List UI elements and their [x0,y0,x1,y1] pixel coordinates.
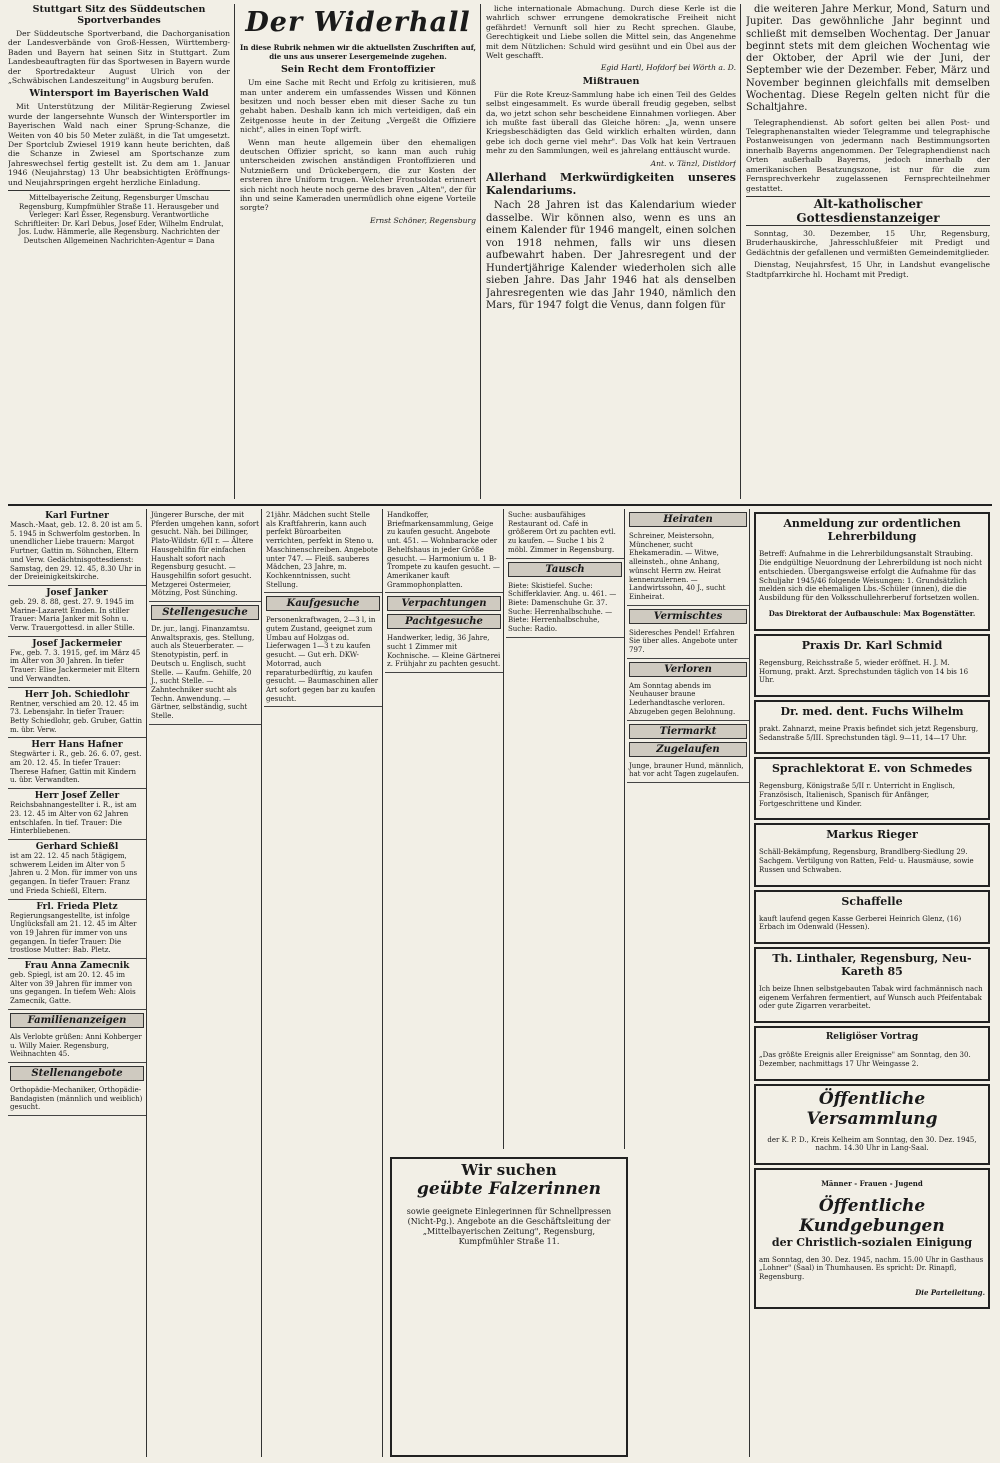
lease-requests: Suche: ausbaufähiges Restaurant od. Café in größerem Ort zu pachten evtl. zu kaufen. — Suche 1 bis 2 möbl. Zimmer in Regensburg. [506,509,624,559]
job-offer: Orthopädie-Mechaniker, Orthopädie-Bandagisten (männlich und weiblich) gesucht. [8,1084,146,1116]
purchase-requests: Handkoffer, Briefmarkensammlung, Geige zu kaufen gesucht. Angebote unt. 451. — Wohnbaracke oder Behelfshaus in jeder Größe gesucht. — Harmonium u. 1 B-Trompete zu kaufen gesucht. — Amerikaner kauft Grammophonplatten. [385,509,503,593]
ads-column-4 [385,509,504,1149]
signature: Ernst Schöner, Regensburg [370,215,476,225]
misc-ad: Sideresches Pendel! Erfahren Sie über alles. Angebote unter 797. [627,627,749,659]
section-pachtgesuche: Pachtgesuche [387,614,501,629]
ads-column-obituaries [8,509,147,1457]
found-animal-ad: Junge, brauner Hund, männlich, hat vor acht Tagen zugelaufen. [627,760,749,783]
ad-vortrag: Religiöser Vortrag „Das größte Ereignis aller Ereignisse" am Sonntag, den 30. Dezember, nachmittags 17 Uhr Weingasse 2. [754,1026,990,1080]
headline-sportverband: Stuttgart Sitz des Süddeutschen Sportverbandes [32,4,206,26]
ads-column-3 [264,509,383,1457]
article-wintersport: Mit Unterstützung der Militär-Regierung Zwiesel wurde der langersehnte Wunsch der Wintersportler im Bayerischen Wald nach einer Sprung-Schanze, die Weiten von 40 bis 50 Meter zuläßt, in die Tat umgesetzt. Der Sportclub Zwiesel 1919 kann heute berichten, daß die Schanze in Zwiesel am Sportschanze zum Jahreswechsel fertig gestellt ist. Zu dem am 1. Januar 1946 (Neujahrstag) 13 Uhr beabsichtigten Eröffnungs- und Neujahrspringen ergeht herzliche Einladung. [8,102,230,187]
headline-frontoffizier: Sein Recht dem Frontoffizier [280,64,436,76]
ads-column-6 [627,509,750,1457]
article-frontoffizier-2: Wenn man heute allgemein über den ehemaligen deutschen Offizier spricht, so kann man auch ruhig unterscheiden zwischen anständigen Frontoffizieren und Nutznießern und Drückebergern, die zur Kosten der ersteren ihre Uniform trugen. Welcher Frontsoldat erinnert sich nicht noch heute noch gerne des braven „Alten", der für ihn und seine Kameraden unermüdlich ohne eigene Vorteile sorgte? [240,137,476,213]
ad-schaffelle: Schaffelle kauft laufend gegen Kasse Gerberei Heinrich Glenz, (16) Erbach im Odenwald (Hessen). [754,890,990,944]
signature: Egid Hartl, Hofdorf bei Wörth a. D. [600,63,736,73]
exchange-offers: Biete: Skistiefel. Suche: Schifferklavier. Ang. u. 461. — Biete: Damenschuhe Gr. 37. Suche: Herrenhalbschuhe. — Biete: Herrenhalbschuhe, Suche: Radio. [506,580,624,638]
marriage-ads: Schreiner, Meistersohn, Münchener, sucht Ehekameradin. — Witwe, alleinsteh., ohne Anhang, wünscht Herrn zw. Heirat kennenzulernen. — Landwirtssohn, 40 J., sucht Einheirat. [627,530,749,606]
newspaper-page [8,4,992,1459]
column-sport [8,4,230,499]
obituary: Josef Jackermeier Fw., geb. 7. 3. 1915, gef. im März 45 im Alter von 30 Jahren. In tiefer Trauer: Elise Jackermeier mit Eltern und Verwandten. [8,637,146,688]
imprint: Mittelbayerische Zeitung, Regensburger Umschau Regensburg, Kumpfmühler Straße 11. Herausgeber und Verleger: Karl Esser, Regensburg. Verantwortliche Schriftleiter: Dr. Karl Debus, Josef Eder, Wilhelm Endrulat, Jos. Ludw. Hämmerle, alle Regensburg. Nachrichten der Deutschen Allgemeinen Nachrichten-Agentur = Dana [8,190,230,246]
article-kalender: die weiteren Jahre Merkur, Mond, Saturn und Jupiter. Das gewöhnliche Jahr beginnt und schließt mit demselben Wochentag. Der Januar beginnt stets mit dem gleichen Wochentag wie der Oktober, der April wie der Juni, der September wie der Dezember. Feber, März und November beginnen gleichfalls mit demselben Wochentag. Diese Regeln gelten nicht für die Schaltjahre. [746,4,990,114]
obituary: Frl. Frieda Pletz Regierungsangestellte, ist infolge Unglücksfall am 21. 12. 45 im Alter von 19 Jahren für immer von uns gegangen. In tiefer Trauer: Die trostlose Mutter: Bab. Pletz. [8,900,146,960]
ads-column-2 [149,509,262,1457]
ad-praxis-schmid: Praxis Dr. Karl Schmid Regensburg, Reichsstraße 5, wieder eröffnet. H. J. M. Hornung, prakt. Arzt. Sprechstunden täglich von 14 bis 16 Uhr. [754,634,990,697]
headline-kalendarium: Allerhand Merkwürdigkeiten unseres Kalendariums. [486,171,736,198]
headline-wintersport: Wintersport im Bayerischen Wald [29,88,209,100]
article-misstrauen: Für die Rote Kreuz-Sammlung habe ich einen Teil des Geldes selbst eingesammelt. Es wurde überall freudig gegeben, selbst da, wo jetzt schon sehr bescheidene Einnahmen vorliegen. Aber ich mußte fast überall das Gleiche hören: „Ja, wenn unsere Kriegsbeschädigten das Geld wirklich erhalten würden, dann gebe ich doch gerne viel mehr". Das Volk hat kein Vertrauen mehr zu den Sammlungen, weil es jahrelang enttäuscht wurde. [486,89,736,156]
article-frontoffizier-1: Um eine Sache mit Recht und Erfolg zu kritisieren, muß man unter anderem ein umfassendes Wissen und Können besitzen und noch besser eben mit dieser Sache zu tun gehabt haben. Deshalb kann ich mich verteidigen, daß ein Zeitgenosse heute in der Zeitung „Vergeßt die Offiziere nicht", alles in einen Topf wirft. [240,78,476,135]
ad-lehrerbildung: Anmeldung zur ordentlichen Lehrerbildung Betreff: Aufnahme in die Lehrerbildungsanstalt Straubing. Die endgültige Neuordnung der Lehrerbildung ist noch nicht entschieden. Übergangsweise erfolgt die Aufnahme für das Schuljahr 1945/46 folgende Weisungen: 1. Grundsätzlich melden sich die ehemaligen Lbs.-Schüler (innen), die die Ausbildung für den Volksschullehrerberuf fortsetzen wollen. Das Direktorat der Aufbauschule: Max Bogenstätter. [754,512,990,631]
article-kalendarium: Nach 28 Jahren ist das Kalendarium wieder dasselbe. Wir können also, wenn es uns an einem Kalender für 1946 mangelt, einen solchen von 1918 nehmen, falls wir uns diesen aufbewahrt haben. Der Jahresregent und der Hundertjährige Kalender wiederholen sich alle sieben Jahre. Das Jahr 1946 hat als denselben Jahresregenten wie das Jahr 1940, nämlich den Mars, für 1947 folgt die Venus, dann folgen für [486,200,736,312]
job-offers: Jüngerer Bursche, der mit Pferden umgehen kann, sofort gesucht. Näh. bei Dillinger, Plato-Wildstr. 6/II r. — Ältere Hausgehilfin für einfachen Haushalt sofort nach Regensburg gesucht. — Hausgehilfin sofort gesucht. Metzgerei Ostermeier, Mötzing, Post Sünching. [149,509,261,602]
purchase-requests: Personenkraftwagen, 2—3 l, in gutem Zustand, geeignet zum Umbau auf Holzgas od. Lieferwagen 1—3 t zu kaufen gesucht. — Gut erh. DKW-Motorrad, auch reparaturbedürftig, zu kaufen gesucht. — Baumaschinen aller Art sofort gegen bar zu kaufen gesucht. [264,614,382,707]
ads-column-5 [506,509,625,1149]
widerhall-intro: In diese Rubrik nehmen wir die aktuellsten Zuschriften auf, die uns aus unserer Lesergemeinde zugehen. [240,43,476,61]
obituary: Karl Furtner Masch.-Maat, geb. 12. 8. 20 ist am 5. 5. 1945 in Schwerfolm gestorben. In unendlicher Liebe trauern: Margot Furtner, Gattin m. Söhnchen, Eltern und Verw. Gedächtnisgottesdienst: Samstag, den 29. 12. 45, 8.30 Uhr in der Dreieinigkeitskirche. [8,509,146,586]
section-zugelaufen: Zugelaufen [629,742,747,757]
obituary: Herr Joh. Schiedlohr Rentner, verschied am 20. 12. 45 im 73. Lebensjahr. In tiefer Trauer: Betty Schiedlohr, geb. Gruber, Gattin m. übr. Verw. [8,688,146,739]
masthead-widerhall: Der Widerhall [245,7,471,38]
gottesdienst-2: Dienstag, Neujahrsfest, 15 Uhr, in Landshut evangelische Stadtpfarrkirche hl. Hochamt mit Predigt. [746,260,990,279]
section-verloren: Verloren [629,662,747,677]
article-sportverband: Der Süddeutsche Sportverband, die Dachorganisation der Landesverbände von Groß-Hessen, Württemberg-Baden und Bayern hat seinen Sitz in Stuttgart. Zum Landesbeauftragten für das Sportwesen in Bayern wurde der Sportredakteur August Ulrich von der „Schwäbischen Landeszeitung" in Augsburg berufen. [8,29,230,86]
headline-misstrauen: Mißtrauen [582,75,640,87]
section-stellengesuche: Stellengesuche [151,605,259,620]
family-notice: Als Verlobte grüßen: Anni Kohberger u. Willy Maier. Regensburg, Weihnachten 45. [8,1031,146,1063]
column-divider [234,4,235,499]
section-vermischtes: Vermischtes [629,609,747,624]
obituary: Herr Josef Zeller Reichsbahnangestellter i. R., ist am 23. 12. 45 im Alter von 62 Jahren entschlafen. In tief. Trauer: Die Hinterbliebenen. [8,789,146,840]
ad-title: geübte Falzerinnen [417,1179,601,1199]
obituary: Herr Hans Hafner Stegwärter i. R., geb. 26. 6. 07, gest. am 20. 12. 45. In tiefer Trauer: Therese Hafner, Gattin mit Kindern u. übr. Verwandten. [8,738,146,789]
column-widerhall [240,4,476,499]
section-stellenangebote: Stellenangebote [10,1066,144,1081]
obituary: Josef Janker geb. 29. 8. 88, gest. 27. 9. 1945 im Marine-Lazarett Emden. In stiller Trauer: Maria Janker mit Sohn u. Verw. Trauergottesd. in aller Stille. [8,586,146,637]
ads-column-right [752,509,992,1457]
section-heiraten: Heiraten [629,512,747,527]
job-requests: Dr. jur., langj. Finanzamtsu. Anwaltspraxis, ges. Stellung, auch als Steuerberater. — Stenotypistin, perf. in Deutsch u. Englisch, sucht Stelle. — Kaufm. Gehilfe, 20 J., sucht Stelle. — Zahntechniker sucht als Techn. Anwendung. — Gärtner, selbständig, sucht Stelle. [149,623,261,725]
ad-zahnarzt-fuchs: Dr. med. dent. Fuchs Wilhelm prakt. Zahnarzt, meine Praxis befindet sich jetzt Regensburg, Sedanstraße 5/III. Sprechstunden tägl. 9—11, 14—17 Uhr. [754,700,990,754]
column-divider [480,4,481,499]
headline-gottesdienst: Alt-katholischer Gottesdienstanzeiger [746,196,990,226]
section-tausch: Tausch [508,562,622,577]
lease-requests: Handwerker, ledig, 36 Jahre, sucht 1 Zimmer mit Kochnische. — Kleine Gärtnerei z. Frühjahr zu pachten gesucht. [385,632,503,673]
section-divider [8,504,992,506]
column-divider [740,4,741,499]
ad-linthaler: Th. Linthaler, Regensburg, Neu-Kareth 85 Ich beize Ihnen selbstgebauten Tabak wird fachmännisch nach eigenem Verfahren fermentiert, auf Wunsch auch Pfeifentabak oder gute Zigarren verarbeitet. [754,947,990,1023]
ad-falzerinnen [390,1157,628,1457]
section-familienanzeigen: Familienanzeigen [10,1013,144,1028]
ad-title: Wir suchen [461,1161,557,1179]
signature: Ant. v. Tänzl, Distldorf [650,158,736,168]
job-requests: 21jähr. Mädchen sucht Stelle als Kraftfahrerin, kann auch perfekt Büroarbeiten verrichten, perfekt in Steno u. Maschinenschreiben. Angebote unter 747. — Fleiß. sauberes Mädchen, 23 Jahre, m. Kochkenntnissen, sucht Stellung. [264,509,382,593]
section-kaufgesuche: Kaufgesuche [266,596,380,611]
column-misstrauen [486,4,736,499]
column-kalender [746,4,990,499]
article-continuation: liche internationale Abmachung. Durch diese Kerle ist die wahrlich schwer errungene demokratische Freiheit nicht gefährdet! Vernunft soll hier zu Recht sprechen. Glaube, Gerechtigkeit und Liebe sollen die Mittel sein, das Angenehme mit dem Nützlichen: Schuld wird gesühnt und ein Übel aus der Welt geschafft. [486,4,736,61]
ad-body: sowie geeignete Einlegerinnen für Schnellpressen (Nicht-Pg.). Angebote an die Geschäftsleitung der „Mittelbayerischen Zeitung", Regensburg, Kumpfmühler Straße 11. [406,1207,612,1246]
lost-ad: Am Sonntag abends im Neuhauser braune Lederhandtasche verloren. Abzugeben gegen Belohnung. [627,680,749,721]
ad-csu-kundgebung: Männer - Frauen - Jugend Öffentliche Kundgebungen der Christlich-sozialen Einigung am Sonntag, den 30. Dez. 1945, nachm. 15.00 Uhr in Gasthaus „Lohner" (Saal) in Thumhausen. Es spricht: Dr. Rinapfl, Regensburg. Die Parteileitung. [754,1168,990,1310]
ad-rieger: Markus Rieger Schäll-Bekämpfung, Regensburg, Brandlberg-Siedlung 29. Sachgem. Vertilgung von Ratten, Feld- u. Hausmäuse, sowie Russen und Schwaben. [754,823,990,886]
article-telegraph: Telegraphendienst. Ab sofort gelten bei allen Post- und Telegraphenanstalten wieder Telegramme und telegraphische Postanweisungen von jedermann nach Bestimmungsorten innerhalb Bayerns angenommen. Der Telegraphendienst nach Orten außerhalb Bayerns, jedoch innerhalb der amerikanischen Besatzungszone, ist nur für die zum Fernsprechverkehr zugelassenen Fernsprechteilnehmer gestattet. [746,117,990,193]
section-verpachtungen: Verpachtungen [387,596,501,611]
obituary: Frau Anna Zamecnik geb. Spiegl, ist am 20. 12. 45 im Alter von 39 Jahren für immer von uns gegangen. In tiefem Weh: Alois Zamecnik, Gatte. [8,959,146,1010]
obituary: Gerhard Schießl ist am 22. 12. 45 nach 5tägigem, schwerem Leiden im Alter von 5 Jahren u. 2 Mon. für immer von uns gegangen. In tiefer Trauer: Franz und Frieda Schießl, Eltern. [8,840,146,900]
ad-sprachlektorat: Sprachlektorat E. von Schmedes Regensburg, Königstraße 5/II r. Unterricht in Englisch, Französisch, Italienisch, Spanisch für Anfänger, Fortgeschrittene und Kinder. [754,757,990,820]
gottesdienst-1: Sonntag, 30. Dezember, 15 Uhr, Regensburg, Bruderhauskirche, Jahresschlußfeier mit Predigt und Gedächtnis der gefallenen und vermißten Gemeindemitglieder. [746,228,990,257]
section-tiermarkt: Tiermarkt [629,724,747,739]
ad-kpd-versammlung: Öffentliche Versammlung der K. P. D., Kreis Kelheim am Sonntag, den 30. Dez. 1945, nachm. 14.30 Uhr in Lang-Saal. [754,1084,990,1165]
